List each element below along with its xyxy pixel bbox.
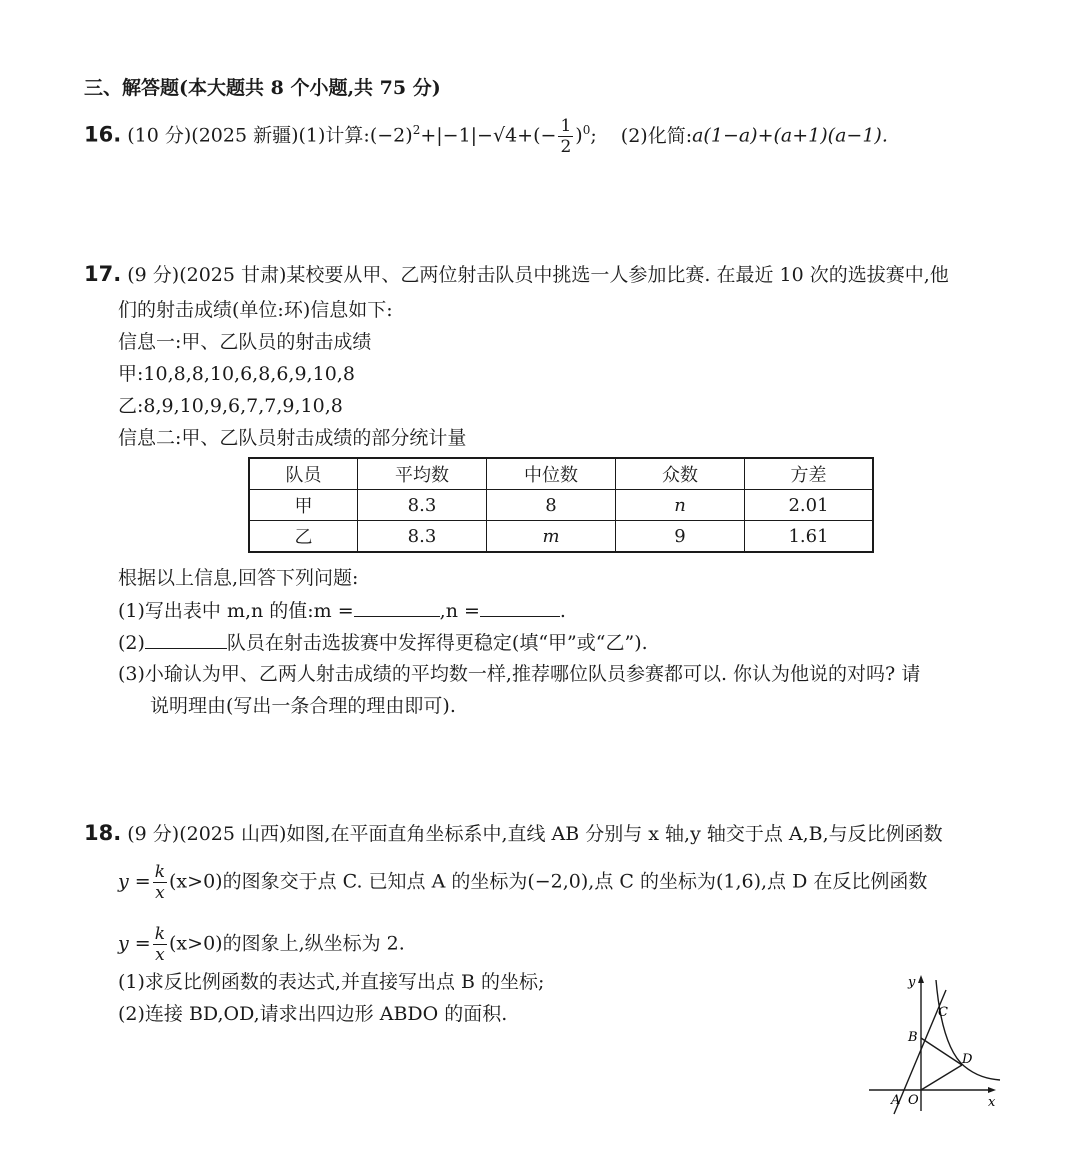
yi-scores: 乙:8,9,10,9,6,7,7,9,10,8 bbox=[118, 395, 343, 417]
fraction-numerator: 1 bbox=[560, 116, 572, 136]
fraction-denominator: x bbox=[155, 883, 165, 903]
question-number: 18. bbox=[84, 821, 122, 845]
fraction-numerator: k bbox=[154, 924, 166, 944]
jia-scores: 甲:10,8,8,10,6,8,6,9,10,8 bbox=[118, 363, 355, 385]
table-cell: 甲 bbox=[249, 490, 358, 521]
sub-question-3-line1: (3)小瑜认为甲、乙两人射击成绩的平均数一样,推荐哪位队员参赛都可以. 你认为他说的对吗? 请 bbox=[118, 663, 921, 685]
part2-expression: a(1−a)+(a+1)(a−1). bbox=[692, 124, 888, 147]
exponent-0: 0 bbox=[582, 123, 591, 138]
question-text: (9 分)(2025 甘肃)某校要从甲、乙两位射击队员中挑选一人参加比赛. 在最近 10 次的选拔赛中,他 bbox=[127, 264, 949, 286]
table-row bbox=[249, 521, 873, 553]
table-cell: 2.01 bbox=[745, 490, 874, 521]
fraction-k-over-x bbox=[153, 924, 167, 965]
sub2-text: 队员在射击选拔赛中发挥得更稳定(填“甲”或“乙”). bbox=[226, 632, 648, 654]
question-number: 17. bbox=[84, 262, 122, 286]
question-number: 16. bbox=[84, 122, 122, 147]
label-c: C bbox=[938, 1005, 948, 1020]
question-text: (9 分)(2025 山西)如图,在平面直角坐标系中,直线 AB 分别与 x 轴,y 轴交于点 A,B,与反比例函数 bbox=[127, 823, 943, 845]
segment-bd bbox=[921, 1038, 962, 1065]
sub-question-2 bbox=[118, 630, 648, 655]
coordinate-figure bbox=[864, 966, 1009, 1116]
fraction-k-over-x bbox=[153, 862, 167, 903]
section-heading: 三、解答题(本大题共 8 个小题,共 75 分) bbox=[84, 77, 441, 99]
question-16 bbox=[84, 116, 888, 157]
table-header: 队员 bbox=[249, 458, 358, 490]
answer-blank-m[interactable] bbox=[354, 598, 440, 617]
table-header-row bbox=[249, 458, 873, 490]
label-y: y bbox=[908, 975, 916, 990]
sub1-text: (1)写出表中 m,n 的值:m = bbox=[118, 600, 354, 622]
segment-od bbox=[921, 1065, 962, 1090]
table-row bbox=[249, 490, 873, 521]
table-header: 平均数 bbox=[358, 458, 487, 490]
y-equals: y = bbox=[118, 932, 151, 955]
info2-title: 信息二:甲、乙队员射击成绩的部分统计量 bbox=[118, 427, 467, 449]
q18-sub-question-1: (1)求反比例函数的表达式,并直接写出点 B 的坐标; bbox=[118, 971, 545, 993]
label-d: D bbox=[962, 1052, 973, 1067]
question-text: (x>0)的图象上,纵坐标为 2. bbox=[169, 932, 405, 955]
sub-question-1 bbox=[118, 598, 566, 623]
sub1-text: ,n = bbox=[439, 600, 480, 622]
x-axis-arrow-icon bbox=[988, 1087, 996, 1093]
table-cell: n bbox=[616, 490, 745, 521]
sub-question-3-line2: 说明理由(写出一条合理的理由即可). bbox=[150, 695, 456, 717]
answer-blank-player[interactable] bbox=[145, 630, 227, 649]
answer-blank-n[interactable] bbox=[480, 598, 560, 617]
table-cell: 9 bbox=[616, 521, 745, 553]
table-header: 方差 bbox=[745, 458, 874, 490]
question-text: (x>0)的图象交于点 C. 已知点 A 的坐标为(−2,0),点 C 的坐标为(1,6),点 D 在反比例函数 bbox=[169, 870, 928, 893]
expr-c: ) bbox=[575, 124, 583, 147]
q18-sub-question-2: (2)连接 BD,OD,请求出四边形 ABDO 的面积. bbox=[118, 1003, 508, 1025]
questions-prompt: 根据以上信息,回答下列问题: bbox=[118, 567, 359, 589]
table-header: 中位数 bbox=[487, 458, 616, 490]
table-cell: 1.61 bbox=[745, 521, 874, 553]
question-meta: (10 分)(2025 新疆) bbox=[127, 124, 299, 147]
table-cell: 乙 bbox=[249, 521, 358, 553]
question-18-line3 bbox=[118, 924, 405, 965]
expr-end: ; bbox=[590, 124, 597, 147]
label-a: A bbox=[891, 1093, 901, 1108]
part2-label: (2)化简: bbox=[620, 124, 693, 147]
expr-b: +|−1|−√4+(− bbox=[420, 124, 557, 147]
table-cell: m bbox=[487, 521, 616, 553]
expr-a: (−2) bbox=[369, 124, 413, 147]
question-17-line2: 们的射击成绩(单位:环)信息如下: bbox=[118, 299, 393, 321]
info1-title: 信息一:甲、乙队员的射击成绩 bbox=[118, 331, 372, 353]
table-header: 众数 bbox=[616, 458, 745, 490]
label-x: x bbox=[988, 1095, 996, 1110]
label-b: B bbox=[908, 1030, 918, 1045]
question-18-line1 bbox=[84, 821, 943, 846]
exponent-2: 2 bbox=[412, 123, 421, 138]
fraction-denominator: x bbox=[155, 945, 165, 965]
sub2-label: (2) bbox=[118, 632, 145, 654]
table-cell: 8.3 bbox=[358, 521, 487, 553]
part1-label: (1)计算: bbox=[298, 124, 370, 147]
question-18-line2 bbox=[118, 862, 927, 903]
y-axis-arrow-icon bbox=[918, 975, 924, 983]
table-cell: 8.3 bbox=[358, 490, 487, 521]
label-o: O bbox=[908, 1093, 919, 1108]
fraction-half bbox=[558, 116, 573, 157]
table-cell: 8 bbox=[487, 490, 616, 521]
statistics-table bbox=[248, 457, 874, 553]
sub1-text: . bbox=[559, 600, 566, 622]
fraction-numerator: k bbox=[154, 862, 166, 882]
fraction-denominator: 2 bbox=[560, 137, 572, 157]
question-17-line1 bbox=[84, 262, 949, 287]
y-equals: y = bbox=[118, 870, 151, 893]
